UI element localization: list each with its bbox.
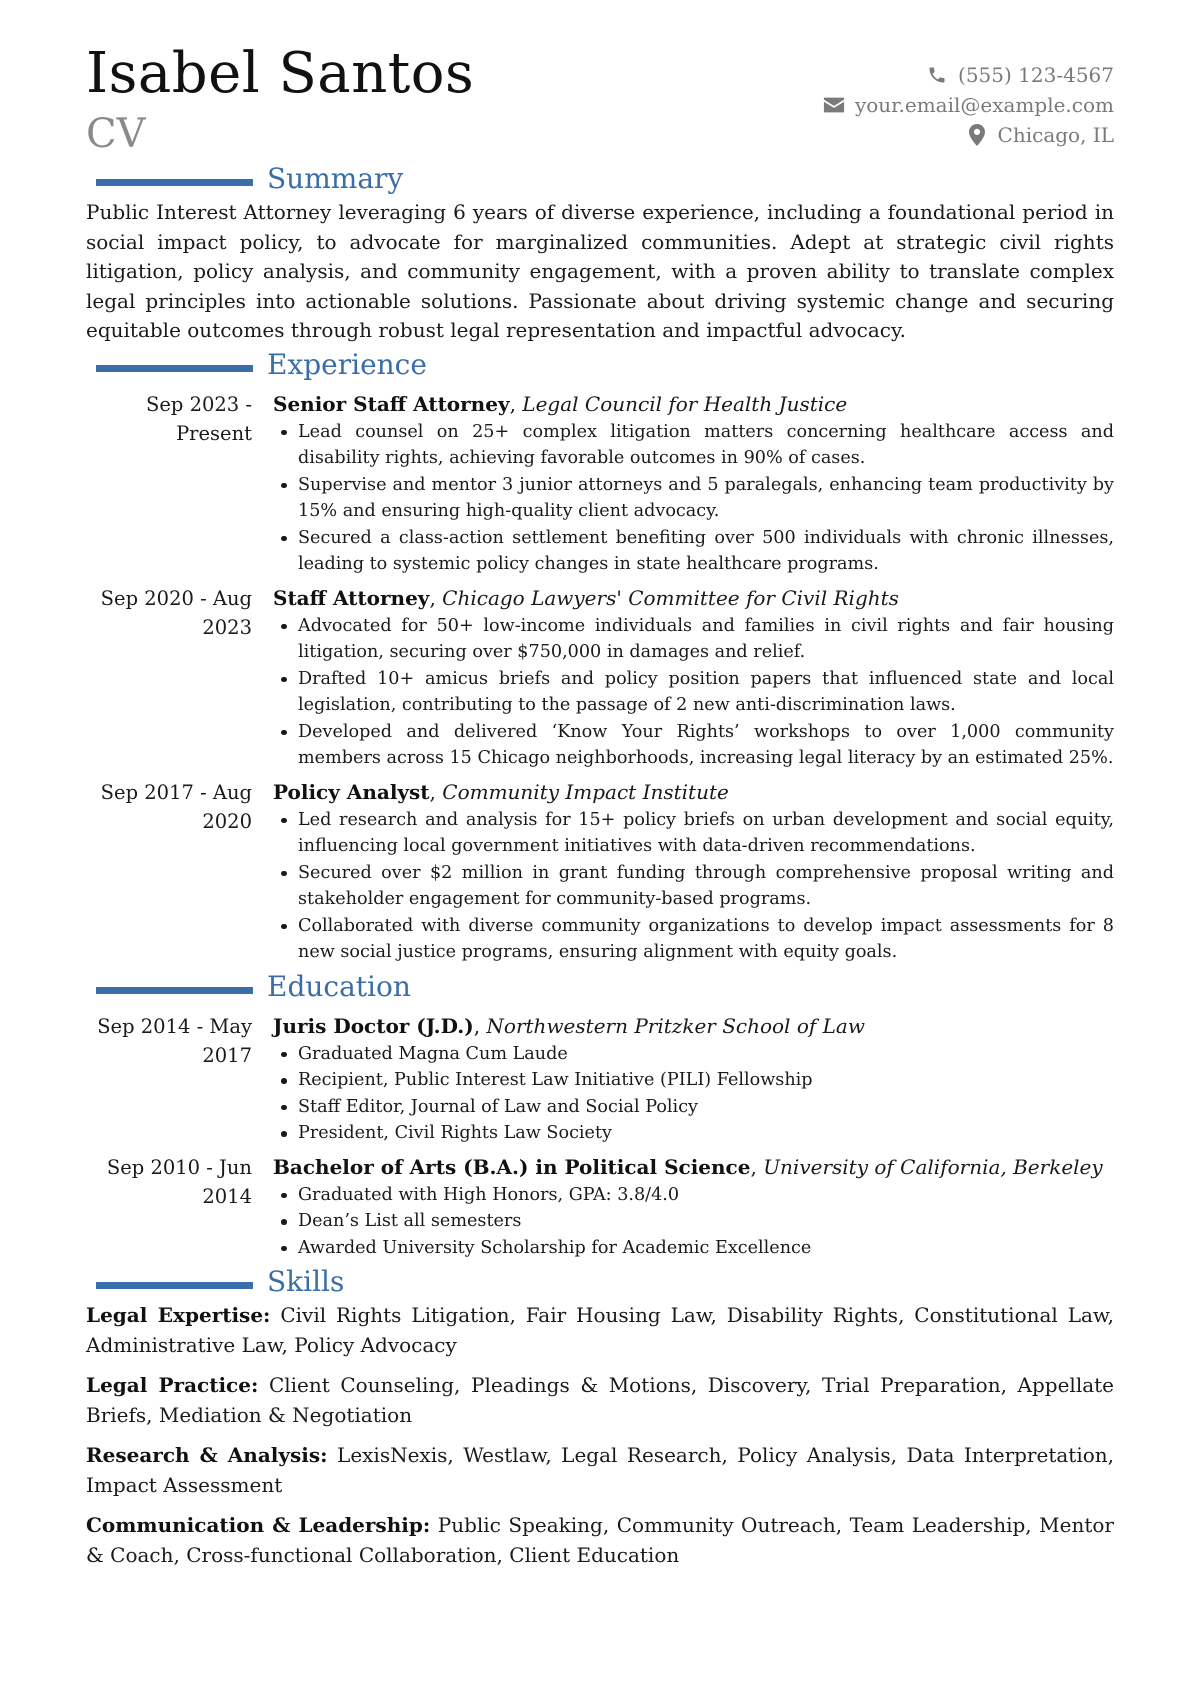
bullet-list	[273, 1182, 1114, 1262]
bullet-item: Awarded University Scholarship for Academic Excellence	[273, 1235, 1114, 1262]
map-marker-icon	[966, 124, 988, 146]
entry-organization: Northwestern Pritzker School of Law	[486, 1013, 865, 1038]
experience-title: Experience	[267, 347, 427, 381]
entry-role: Bachelor of Arts (B.A.) in Political Science	[273, 1154, 751, 1179]
bullet-item: Developed and delivered ‘Know Your Rights’ workshops to over 1,000 community members across 15 Chicago neighborhoods, increasing legal literacy by an estimated 25%.	[273, 719, 1114, 772]
bullet-item: Recipient, Public Interest Law Initiative (PILI) Fellowship	[273, 1067, 1114, 1094]
experience-section	[86, 347, 1114, 966]
skill-group-items: LexisNexis, Westlaw, Legal Research, Policy Analysis, Data Interpretation, Impact Assessment	[86, 1443, 1114, 1497]
bullet-list	[273, 807, 1114, 966]
skill-group-label: Research & Analysis:	[86, 1443, 328, 1467]
entry-separator: ,	[429, 585, 443, 610]
experience-entries	[86, 390, 1114, 966]
entry-body	[252, 1012, 1114, 1147]
person-name: Isabel Santos	[86, 41, 475, 106]
skill-group	[86, 1441, 1114, 1500]
entry-heading	[273, 584, 1114, 613]
skill-group-items: Public Speaking, Community Outreach, Team Leadership, Mentor & Coach, Cross-functional Collaboration, Client Education	[86, 1513, 1114, 1567]
entry-separator: ,	[750, 1154, 764, 1179]
skill-group	[86, 1511, 1114, 1570]
skill-group-items: Civil Rights Litigation, Fair Housing Law, Disability Rights, Constitutional Law, Administrative Law, Policy Advocacy	[86, 1303, 1115, 1357]
entry-item	[86, 778, 1114, 966]
entry-body	[252, 584, 1114, 772]
bullet-item: Dean’s List all semesters	[273, 1208, 1114, 1235]
entry-heading	[273, 778, 1114, 807]
entry-date: Sep 2014 - May 2017	[97, 1014, 252, 1067]
envelope-icon	[823, 94, 845, 116]
entry-role: Staff Attorney	[273, 585, 430, 610]
entry-item	[86, 390, 1114, 578]
entry-date: Sep 2017 - Aug 2020	[100, 780, 252, 833]
entry-heading	[273, 390, 1114, 419]
contact-phone[interactable]	[823, 60, 1114, 90]
skill-group-label: Communication & Leadership:	[86, 1513, 431, 1537]
entry-role: Policy Analyst	[273, 779, 430, 804]
section-rule	[96, 179, 253, 186]
section-heading	[86, 1267, 1114, 1301]
education-section	[86, 969, 1114, 1262]
section-heading	[86, 164, 1114, 198]
summary-section	[86, 164, 1114, 346]
education-title: Education	[267, 969, 411, 1003]
document-subtitle: CV	[86, 111, 146, 157]
skill-group-label: Legal Practice:	[86, 1373, 259, 1397]
entry-date: Sep 2020 - Aug 2023	[100, 586, 252, 639]
entry-body	[252, 778, 1114, 966]
bullet-item: Graduated with High Honors, GPA: 3.8/4.0	[273, 1182, 1114, 1209]
entry-organization: Legal Council for Health Justice	[522, 391, 848, 416]
entry-organization: Chicago Lawyers' Committee for Civil Rights	[442, 585, 899, 610]
cv-header	[86, 41, 1114, 164]
section-rule	[96, 987, 253, 994]
location-text: Chicago, IL	[997, 123, 1114, 147]
entry-separator: ,	[473, 1013, 487, 1038]
skills-groups	[86, 1301, 1114, 1570]
skill-group-items: Client Counseling, Pleadings & Motions, Discovery, Trial Preparation, Appellate Briefs, Mediation & Negotiation	[86, 1373, 1115, 1427]
education-entries	[86, 1012, 1114, 1262]
entry-role: Juris Doctor (J.D.)	[273, 1013, 474, 1038]
contact-block	[823, 60, 1114, 150]
entry-item	[86, 584, 1114, 772]
section-rule	[96, 1282, 253, 1289]
cv-page	[86, 40, 1114, 1581]
contact-location	[823, 120, 1114, 150]
entry-body	[252, 390, 1114, 578]
section-heading	[86, 969, 1114, 1006]
entry-organization: University of California, Berkeley	[763, 1154, 1103, 1179]
entry-separator: ,	[429, 779, 443, 804]
section-heading	[86, 347, 1114, 384]
bullet-item: Supervise and mentor 3 junior attorneys and 5 paralegals, enhancing team productivity by 15% and ensuring high-quality client advocacy.	[273, 472, 1114, 525]
bullet-item: Led research and analysis for 15+ policy briefs on urban development and social equity, influencing local government initiatives with data-driven recommendations.	[273, 807, 1114, 860]
entry-heading	[273, 1153, 1114, 1182]
summary-title: Summary	[267, 162, 404, 195]
entry-role: Senior Staff Attorney	[273, 391, 510, 416]
entry-organization: Community Impact Institute	[442, 779, 729, 804]
bullet-list	[273, 613, 1114, 772]
bullet-list	[273, 1041, 1114, 1147]
bullet-item: Staff Editor, Journal of Law and Social Policy	[273, 1094, 1114, 1121]
skill-group	[86, 1371, 1114, 1430]
entry-item	[86, 1012, 1114, 1147]
skills-title: Skills	[267, 1265, 345, 1298]
entry-date: Sep 2010 - Jun 2014	[106, 1155, 252, 1208]
bullet-list	[273, 419, 1114, 578]
entry-heading	[273, 1012, 1114, 1041]
entry-item	[86, 1153, 1114, 1262]
contact-email[interactable]	[823, 90, 1114, 120]
email-text: your.email@example.com	[854, 93, 1114, 117]
skill-group-label: Legal Expertise:	[86, 1303, 271, 1327]
phone-text: (555) 123-4567	[958, 63, 1114, 87]
bullet-item: Secured over $2 million in grant funding through comprehensive proposal writing and stakeholder engagement for community-based programs.	[273, 860, 1114, 913]
summary-text: Public Interest Attorney leveraging 6 years of diverse experience, including a foundational period in social impact policy, to advocate for marginalized communities. Adept at strategic civil rights litigation, policy analysis, and community engagement, with a proven ability to translate complex legal principles into actionable solutions. Passionate about driving systemic change and securing equitable outcomes through robust legal representation and impactful advocacy.	[86, 200, 1114, 342]
entry-date: Sep 2023 - Present	[146, 392, 252, 445]
phone-icon	[926, 64, 948, 86]
bullet-item: Graduated Magna Cum Laude	[273, 1041, 1114, 1068]
bullet-item: Advocated for 50+ low-income individuals and families in civil rights and fair housing litigation, securing over $750,000 in damages and relief.	[273, 613, 1114, 666]
bullet-item: Drafted 10+ amicus briefs and policy position papers that influenced state and local legislation, contributing to the passage of 2 new anti-discrimination laws.	[273, 666, 1114, 719]
skill-group	[86, 1301, 1114, 1360]
bullet-item: Secured a class-action settlement benefiting over 500 individuals with chronic illnesses, leading to systemic policy changes in state healthcare programs.	[273, 525, 1114, 578]
section-rule	[96, 365, 253, 372]
bullet-item: Collaborated with diverse community organizations to develop impact assessments for 8 new social justice programs, ensuring alignment with equity goals.	[273, 913, 1114, 966]
bullet-item: Lead counsel on 25+ complex litigation matters concerning healthcare access and disability rights, achieving favorable outcomes in 90% of cases.	[273, 419, 1114, 472]
bullet-item: President, Civil Rights Law Society	[273, 1120, 1114, 1147]
entry-separator: ,	[509, 391, 523, 416]
entry-body	[252, 1153, 1114, 1262]
skills-section	[86, 1267, 1114, 1570]
